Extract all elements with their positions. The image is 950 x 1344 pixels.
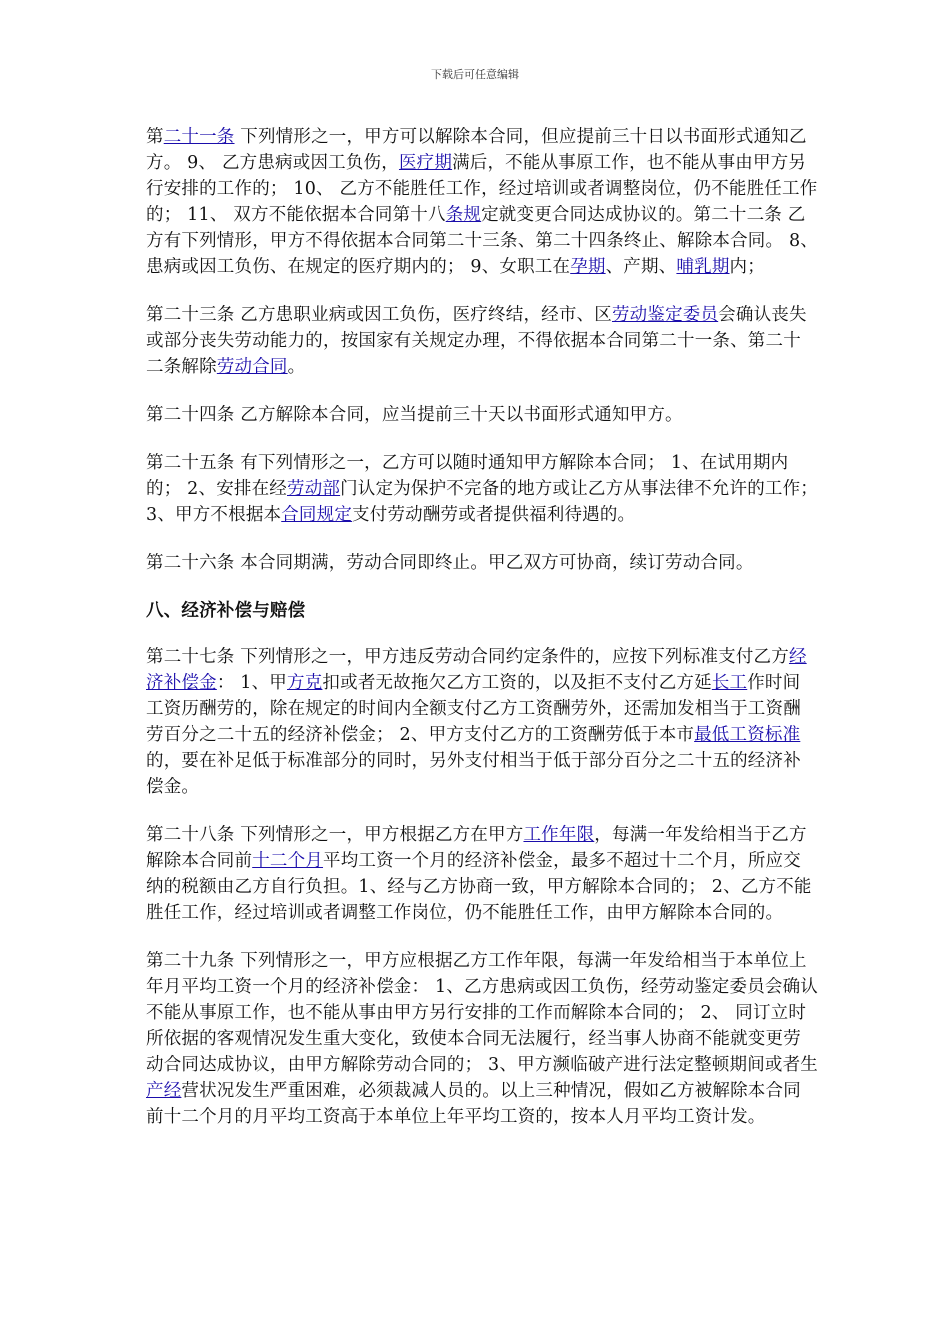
- term-link[interactable]: 工作年限: [523, 825, 595, 845]
- term-link[interactable]: 孕期: [570, 257, 606, 277]
- term-link[interactable]: 产经: [146, 1081, 182, 1101]
- term-link[interactable]: 哺乳期: [676, 257, 730, 277]
- page-header: 下载后可任意编辑: [431, 68, 519, 81]
- term-link[interactable]: 最低工资标准: [694, 725, 801, 745]
- article-paragraph: 第二十五条 有下列情形之一，乙方可以随时通知甲方解除本合同； 1、在试用期内的； 2、安排在经劳动部门认定为保护不完备的地方或让乙方从事法律不允许的工作； 3、甲方不根据本合同规定支付劳动酬劳或者提供福利待遇的。: [146, 453, 819, 525]
- article-paragraph: 第二十六条 本合同期满，劳动合同即终止。甲乙双方可协商，续订劳动合同。: [146, 553, 754, 573]
- term-link[interactable]: 劳动鉴定委员: [611, 305, 719, 325]
- term-link[interactable]: 方克: [287, 673, 323, 693]
- term-link[interactable]: 二十一条: [163, 127, 235, 147]
- article-paragraph: 第二十九条 下列情形之一，甲方应根据乙方工作年限，每满一年发给相当于本单位上年月平均工资一个月的经济补偿金： 1、乙方患病或因工负伤，经劳动鉴定委员会确认不能从事原工作，也不能从事由甲方另行安排的工作而解除本合同的； 2、 同订立时所依据的客观情况发生重大变化，致使本合同无法履行，经当事人协商不能就变更劳动合同达成协议，由甲方解除劳动合同的； 3、甲方濒临破产进行法定整顿期间或者生产经营状况发生严重困难，必须裁减人员的。以上三种情况，假如乙方被解除本合同前十二个月的月平均工资高于本单位上年平均工资的，按本人月平均工资计发。: [146, 951, 818, 1127]
- term-link[interactable]: 经济补偿金: [146, 647, 807, 693]
- article-paragraph: 第二十四条 乙方解除本合同，应当提前三十天以书面形式通知甲方。: [146, 405, 683, 425]
- section-heading: 八、经济补偿与赔偿: [146, 601, 306, 621]
- term-link[interactable]: 长工: [711, 673, 748, 693]
- term-link[interactable]: 劳动部: [287, 479, 341, 499]
- term-link[interactable]: 十二个月: [252, 851, 324, 871]
- term-link[interactable]: 医疗期: [398, 153, 453, 173]
- article-paragraph: 第二十一条 下列情形之一，甲方可以解除本合同，但应提前三十日以书面形式通知乙方。 9、 乙方患病或因工负伤，医疗期满后，不能从事原工作，也不能从事由甲方另行安排的工作的； 10、 乙方不能胜任工作，经过培训或者调整岗位，仍不能胜任工作的； 11、 双方不能依据本合同第十八条规定就变更合同达成协议的。第二十二条 乙方有下列情形，甲方不得依据本合同第二十三条、第二十四条终止、解除本合同。 8、 患病或因工负伤、在规定的医疗期内的； 9、女职工在孕期、产期、哺乳期内；: [146, 127, 818, 277]
- article-paragraph: 第二十三条 乙方患职业病或因工负伤，医疗终结，经市、区劳动鉴定委员会确认丧失或部分丧失劳动能力的，按国家有关规定办理，不得依据本合同第二十一条、第二十二条解除劳动合同。: [146, 305, 807, 377]
- article-paragraph: 第二十七条 下列情形之一，甲方违反劳动合同约定条件的，应按下列标准支付乙方经济补偿金： 1、甲方克扣或者无故拖欠乙方工资的，以及拒不支付乙方延长工作时间工资历酬劳的，除在规定的时间内全额支付乙方工资酬劳外，还需加发相当于工资酬劳百分之二十五的经济补偿金； 2、甲方支付乙方的工资酬劳低于本市最低工资标准的，要在补足低于标准部分的同时，另外支付相当于低于部分百分之二十五的经济补偿金。: [146, 647, 807, 797]
- article-paragraph: 第二十八条 下列情形之一，甲方根据乙方在甲方工作年限，每满一年发给相当于乙方解除本合同前十二个月平均工资一个月的经济补偿金，最多不超过十二个月，所应交纳的税额由乙方自行负担。1、经与乙方协商一致，甲方解除本合同的； 2、乙方不能胜任工作，经过培训或者调整工作岗位，仍不能胜任工作，由甲方解除本合同的。: [146, 825, 812, 923]
- term-link[interactable]: 劳动合同: [216, 357, 288, 377]
- term-link[interactable]: 合同规定: [281, 505, 353, 525]
- term-link[interactable]: 条规: [445, 205, 482, 225]
- document-body: [146, 124, 818, 1152]
